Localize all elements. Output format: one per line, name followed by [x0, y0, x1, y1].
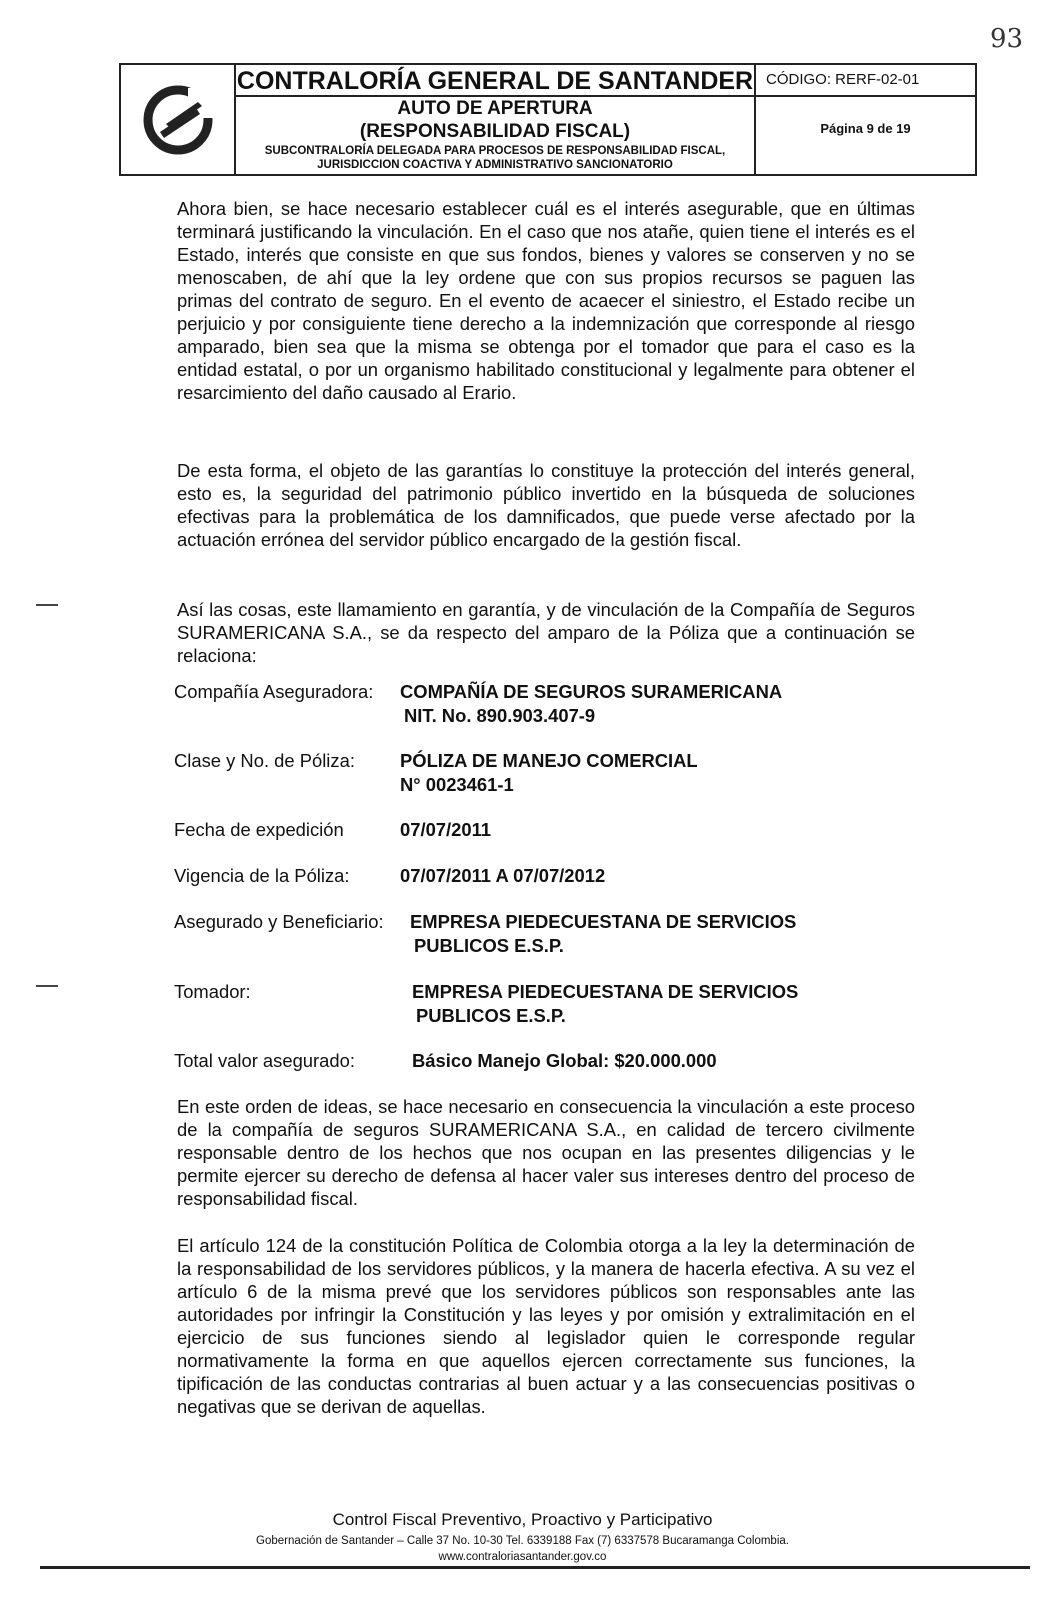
- contraloria-logo-icon: [138, 80, 218, 160]
- margin-mark: [36, 604, 58, 606]
- policy-class-label: Clase y No. de Póliza:: [174, 750, 355, 771]
- document-code: CÓDIGO: RERF-02-01: [756, 65, 975, 97]
- footer-slogan: Control Fiscal Preventivo, Proactivo y Participativo: [332, 1510, 713, 1529]
- footer-website: www.contraloriasantander.gov.co: [438, 1551, 607, 1563]
- paragraph-2: De esta forma, el objeto de las garantías lo constituye la protección del interés general, esto es, la seguridad del patrimonio público invertido en la búsqueda de soluciones efectivas para la problemática de los damnificados, que puede verse afectado por la actuación errónea del servidor público encargado de la gestión fiscal.: [177, 460, 915, 550]
- header-title: CONTRALORÍA GENERAL DE SANTANDER: [236, 67, 754, 95]
- header-meta-cell: [756, 65, 975, 174]
- header-subtitle-2: (RESPONSABILIDAD FISCAL): [359, 121, 631, 142]
- header-subtitle-1: AUTO DE APERTURA: [397, 98, 593, 119]
- insurer-value-1: COMPAÑÍA DE SEGUROS SURAMERICANA: [400, 681, 783, 702]
- logo-cell: [121, 65, 236, 174]
- paragraph-5: El artículo 124 de la constitución Política de Colombia otorga a la ley la determinación de la responsabilidad de los servidores públicos, y la manera de hacerla efectiva. A su vez el artículo 6 de la misma prevé que los servidores públicos son responsables ante las autoridades por infringir la Constitución y las leyes y por omisión y extralimitación en el ejercicio de sus funciones siendo al legislador quien le corresponde regular normativamente la forma en que aquellos ejercen correctamente sus funciones, la tipificación de las conductas contrarias al buen actuar y a las consecuencias positivas o negativas que se derivan de aquellas.: [177, 1235, 915, 1417]
- page-number: Página 9 de 19: [820, 121, 911, 136]
- paragraph-3: Así las cosas, este llamamiento en garantía, y de vinculación de la Compañía de Seguros SURAMERICANA S.A., se da respecto del amparo de la Póliza que a continuación se relaciona:: [177, 599, 915, 666]
- paragraph-4: En este orden de ideas, se hace necesario en consecuencia la vinculación a este proceso de la compañía de seguros SURAMERICANA S.A., en calidad de tercero civilmente responsable dentro de los hechos que nos ocupan en las presentes diligencias y le permite ejercer su derecho de defensa al hacer valer sus intereses dentro del proceso de responsabilidad fiscal.: [177, 1096, 915, 1209]
- footer-rule: [40, 1566, 1030, 1569]
- validity-value: 07/07/2011 A 07/07/2012: [400, 865, 606, 886]
- handwritten-folio-mark: 93: [990, 24, 1024, 54]
- taker-value-2: PUBLICOS E.S.P.: [416, 1005, 566, 1026]
- insured-value-1: EMPRESA PIEDECUESTANA DE SERVICIOS: [410, 911, 797, 932]
- issue-date-value: 07/07/2011: [400, 819, 492, 840]
- insurer-value-2: NIT. No. 890.903.407-9: [404, 705, 596, 726]
- insured-value-2: PUBLICOS E.S.P.: [414, 935, 564, 956]
- validity-label: Vigencia de la Póliza:: [174, 865, 350, 886]
- policy-class-value-2: N° 0023461-1: [400, 774, 514, 795]
- issue-date-label: Fecha de expedición: [174, 819, 344, 840]
- insurer-label: Compañía Aseguradora:: [174, 681, 374, 702]
- margin-mark: [36, 985, 58, 987]
- taker-value-1: EMPRESA PIEDECUESTANA DE SERVICIOS: [412, 981, 799, 1002]
- paragraph-1: Ahora bien, se hace necesario establecer cuál es el interés asegurable, que en últimas terminará justificando la vinculación. En el caso que nos atañe, quien tiene el interés es el Estado, interés que consiste en que sus fondos, bienes y valores se conserven y no se menoscaben, de ahí que la ley ordene que con sus propios recursos se paguen las primas del contrato de seguro. En el evento de acaecer el siniestro, el Estado recibe un perjuicio y por consiguiente tiene derecho a la indemnización que corresponde al riesgo amparado, bien sea que la misma se obtenga por el tomador que para el caso es la entidad estatal, o por un organismo habilitado constitucional y legalmente para obtener el resarcimiento del daño causado al Erario.: [177, 198, 915, 403]
- total-insured-label: Total valor asegurado:: [174, 1050, 355, 1071]
- footer-address: Gobernación de Santander – Calle 37 No. 10-30 Tel. 6339188 Fax (7) 6337578 Bucaramanga Colombia.: [256, 1535, 789, 1547]
- header-title-cell: [236, 65, 756, 174]
- total-insured-value: Básico Manejo Global: $20.000.000: [412, 1050, 717, 1071]
- insured-label: Asegurado y Beneficiario:: [174, 911, 384, 932]
- policy-class-value-1: PÓLIZA DE MANEJO COMERCIAL: [400, 750, 698, 771]
- header-subtitle-3: SUBCONTRALORÍA DELEGADA PARA PROCESOS DE RESPONSABILIDAD FISCAL, JURISDICCION COACTIVA Y ADMINISTRATIVO SANCIONATORIO: [264, 145, 726, 171]
- taker-label: Tomador:: [174, 981, 251, 1002]
- document-header: [119, 63, 977, 176]
